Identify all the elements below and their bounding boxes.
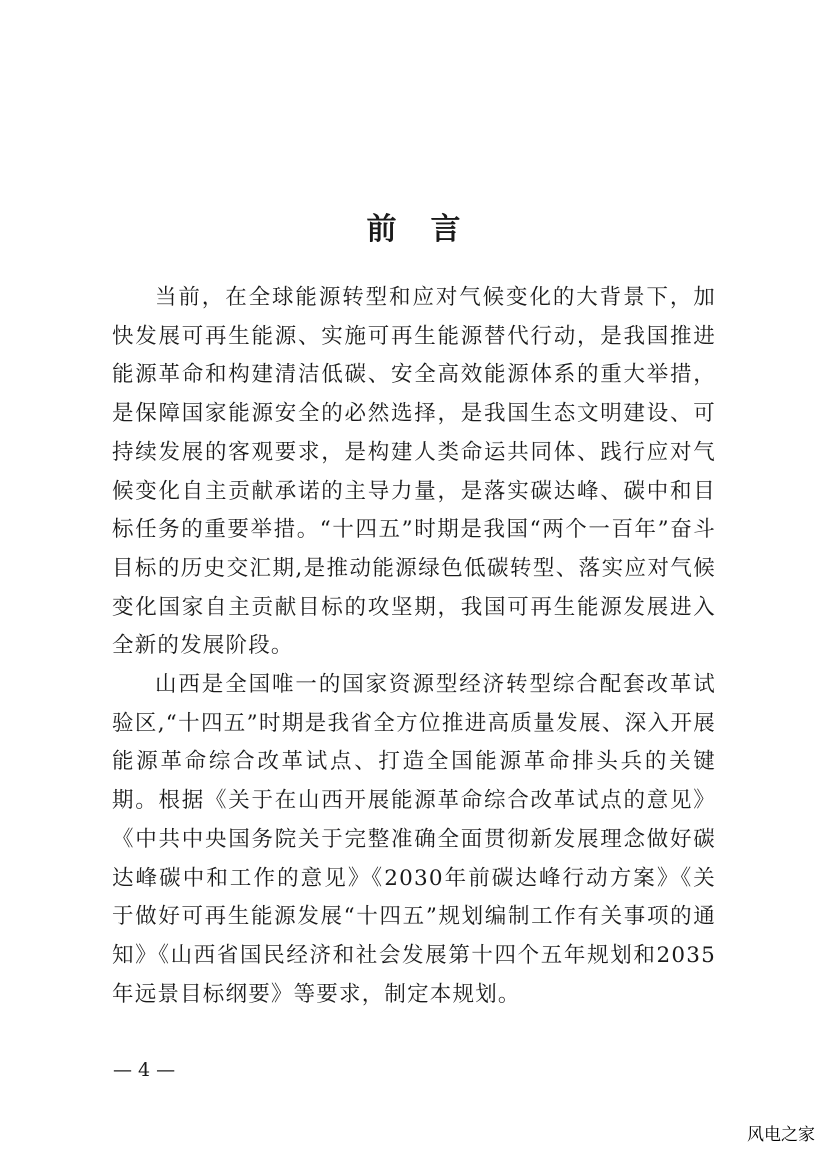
watermark-text: 风电之家 xyxy=(747,1125,815,1145)
page-title: 前言 xyxy=(366,212,495,248)
paragraph-1: 当前，在全球能源转型和应对气候变化的大背景下，加快发展可再生能源、实施可再生能源替代行动，是我国推进能源革命和构建清洁低碳、安全高效能源体系的重大举措，是保障国家能源安全的必然选择，是我国生态文明建设、可持续发展的客观要求，是构建人类命运共同体、践行应对气候变化自主贡献承诺的主导力量，是落实碳达峰、碳中和目标任务的重要举措。“十四五”时期是我国“两个一百年”奋斗目标的历史交汇期,是推动能源绿色低碳转型、落实应对气候变化国家自主贡献目标的攻坚期，我国可再生能源发展进入全新的发展阶段。 xyxy=(112,285,716,659)
page-number: — 4 — xyxy=(113,1059,176,1081)
paragraph-2: 山西是全国唯一的国家资源型经济转型综合配套改革试验区,“十四五”时期是我省全方位推进高质量发展、深入开展能源革命综合改革试点、打造全国能源革命排头兵的关键期。根据《关于在山西开展能源革命综合改革试点的意见》《中共中央国务院关于完整准确全面贯彻新发展理念做好碳达峰碳中和工作的意见》《2030年前碳达峰行动方案》《关于做好可再生能源发展“十四五”规划编制工作有关事项的通知》《山西省国民经济和社会发展第十四个五年规划和2035年远景目标纲要》等要求，制定本规划。 xyxy=(112,672,716,1007)
body-text xyxy=(112,279,716,1014)
